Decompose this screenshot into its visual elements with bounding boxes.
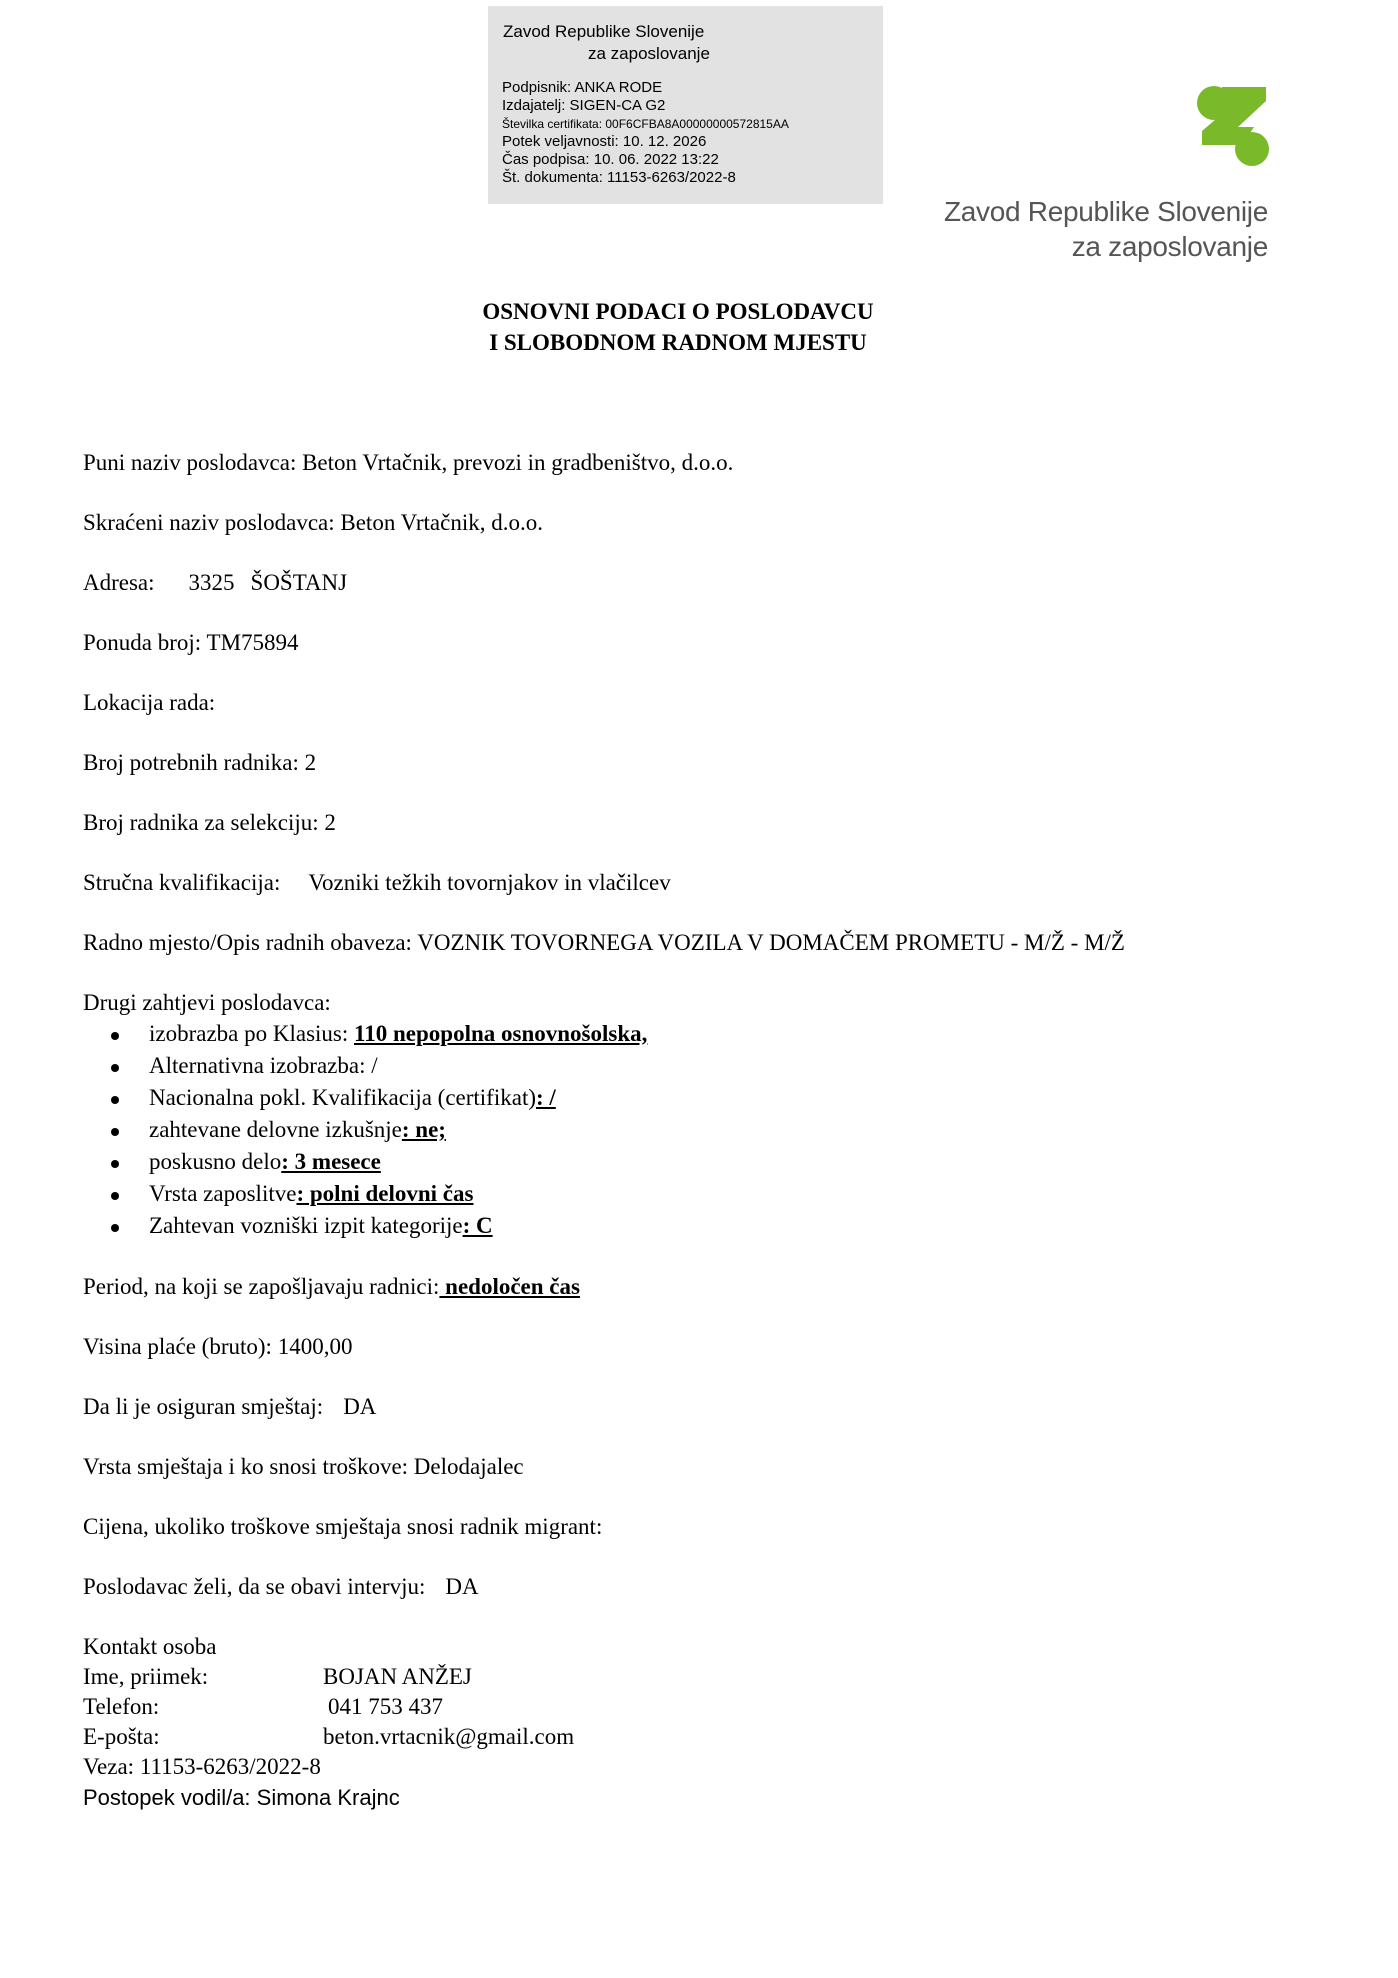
requirement-value: : 3 mesece	[281, 1149, 381, 1174]
work-location: Lokacija rada:	[83, 690, 216, 715]
requirement-value: : C	[462, 1213, 493, 1238]
period-value: nedoločen čas	[439, 1274, 580, 1299]
period-label: Period, na koji se zapošljavaju radnici:	[83, 1274, 440, 1299]
contact-name	[83, 1662, 1183, 1692]
logo-text-line1: Zavod Republike Slovenije	[943, 196, 1268, 227]
housing-value: DA	[343, 1394, 377, 1419]
signature-valid-until: Potek veljavnosti: 10. 12. 2026	[502, 133, 707, 150]
housing-price: Cijena, ukoliko troškove smještaja snosi radnik migrant:	[83, 1514, 603, 1539]
contact-phone	[83, 1692, 1183, 1722]
requirement-label: Vrsta zaposlitve	[149, 1181, 297, 1206]
other-requirements-heading: Drugi zahtjevi poslodavca:	[83, 990, 331, 1015]
contact-heading: Kontakt osoba	[83, 1634, 217, 1659]
contact-email-label: E-pošta:	[83, 1724, 160, 1749]
contact-name-value: BOJAN ANŽEJ	[323, 1664, 472, 1689]
requirement-item	[83, 1178, 1183, 1210]
requirement-label: Nacionalna pokl. Kvalifikacija (certifikat)	[149, 1085, 536, 1110]
signature-doc-number: Št. dokumenta: 11153-6263/2022-8	[502, 169, 736, 186]
employer-short-name: Skraćeni naziv poslodavca: Beton Vrtačnik, d.o.o.	[83, 510, 543, 535]
requirement-item	[83, 1114, 1183, 1146]
interview-label: Poslodavac želi, da se obavi intervju:	[83, 1574, 426, 1599]
salary: Visina plaće (bruto): 1400,00	[83, 1334, 353, 1359]
page-title-line2: I SLOBODNOM RADNOM MJESTU	[489, 330, 867, 355]
address-zip: 3325	[188, 570, 235, 595]
page-title	[0, 296, 1356, 358]
requirement-item	[83, 1050, 1183, 1082]
requirement-label: Zahtevan vozniški izpit kategorije	[149, 1213, 463, 1238]
contact-section	[83, 1632, 1183, 1814]
offer-number: Ponuda broj: TM75894	[83, 630, 299, 655]
housing-provided	[83, 1392, 1183, 1422]
signature-cert-number: Številka certifikata: 00F6CFBA8A00000000572815AA	[502, 117, 789, 131]
employer-address	[83, 568, 1183, 598]
address-label: Adresa:	[83, 570, 155, 595]
interview-value: DA	[445, 1574, 479, 1599]
page-title-line1: OSNOVNI PODACI O POSLODAVCU	[482, 299, 874, 324]
requirement-value: : polni delovni čas	[296, 1181, 474, 1206]
signature-issuer: Izdajatelj: SIGEN-CA G2	[502, 97, 666, 114]
contact-phone-label: Telefon:	[83, 1694, 160, 1719]
signature-signed-at: Čas podpisa: 10. 06. 2022 13:22	[502, 151, 719, 168]
job-description: Radno mjesto/Opis radnih obaveza: VOZNIK TOVORNEGA VOZILA V DOMAČEM PROMETU - M/Ž - M/Ž	[83, 930, 1125, 955]
requirement-item	[83, 1018, 1183, 1050]
logo-text	[944, 194, 1268, 264]
signature-org-line2: za zaposlovanje	[588, 44, 710, 63]
requirement-value: : ne;	[401, 1117, 446, 1142]
housing-label: Da li je osiguran smještaj:	[83, 1394, 324, 1419]
requirement-item	[83, 1082, 1183, 1114]
requirement-label: Alternativna izobrazba: /	[149, 1053, 378, 1078]
requirement-value: : /	[536, 1085, 556, 1110]
procedure-handler: Postopek vodil/a: Simona Krajnc	[83, 1785, 400, 1810]
signature-box	[488, 6, 883, 204]
requirement-label: poskusno delo	[149, 1149, 282, 1174]
contact-phone-value: 041 753 437	[328, 1694, 443, 1719]
reference-number: Veza: 11153-6263/2022-8	[83, 1754, 321, 1779]
logo-text-line2: za zaposlovanje	[1071, 231, 1268, 262]
signature-signer: Podpisnik: ANKA RODE	[502, 79, 663, 96]
requirement-value: 110 nepopolna osnovnošolska,	[354, 1021, 648, 1046]
qualification	[83, 868, 1183, 898]
requirement-item	[83, 1146, 1183, 1178]
requirement-label: izobrazba po Klasius:	[149, 1021, 355, 1046]
contact-name-label: Ime, priimek:	[83, 1664, 209, 1689]
address-city: ŠOŠTANJ	[250, 570, 348, 595]
employer-full-name: Puni naziv poslodavca: Beton Vrtačnik, prevozi in gradbeništvo, d.o.o.	[83, 450, 734, 475]
contact-email-value: beton.vrtacnik@gmail.com	[323, 1724, 575, 1749]
qualification-value: Vozniki težkih tovornjakov in vlačilcev	[308, 870, 671, 895]
requirement-item	[83, 1210, 1183, 1242]
document-body	[83, 448, 1183, 1814]
workers-selection: Broj radnika za selekciju: 2	[83, 810, 336, 835]
requirements-list	[83, 1018, 1183, 1242]
zrss-logo-icon	[1192, 83, 1272, 169]
signature-details	[502, 79, 789, 187]
housing-type: Vrsta smještaja i ko snosi troškove: Delodajalec	[83, 1454, 524, 1479]
workers-needed: Broj potrebnih radnika: 2	[83, 750, 317, 775]
interview	[83, 1572, 1183, 1602]
employment-period	[83, 1272, 1183, 1302]
requirement-label: zahtevane delovne izkušnje	[149, 1117, 402, 1142]
qualification-label: Stručna kvalifikacija:	[83, 870, 281, 895]
signature-org-line1: Zavod Republike Slovenije	[503, 22, 705, 41]
contact-email	[83, 1722, 1183, 1752]
